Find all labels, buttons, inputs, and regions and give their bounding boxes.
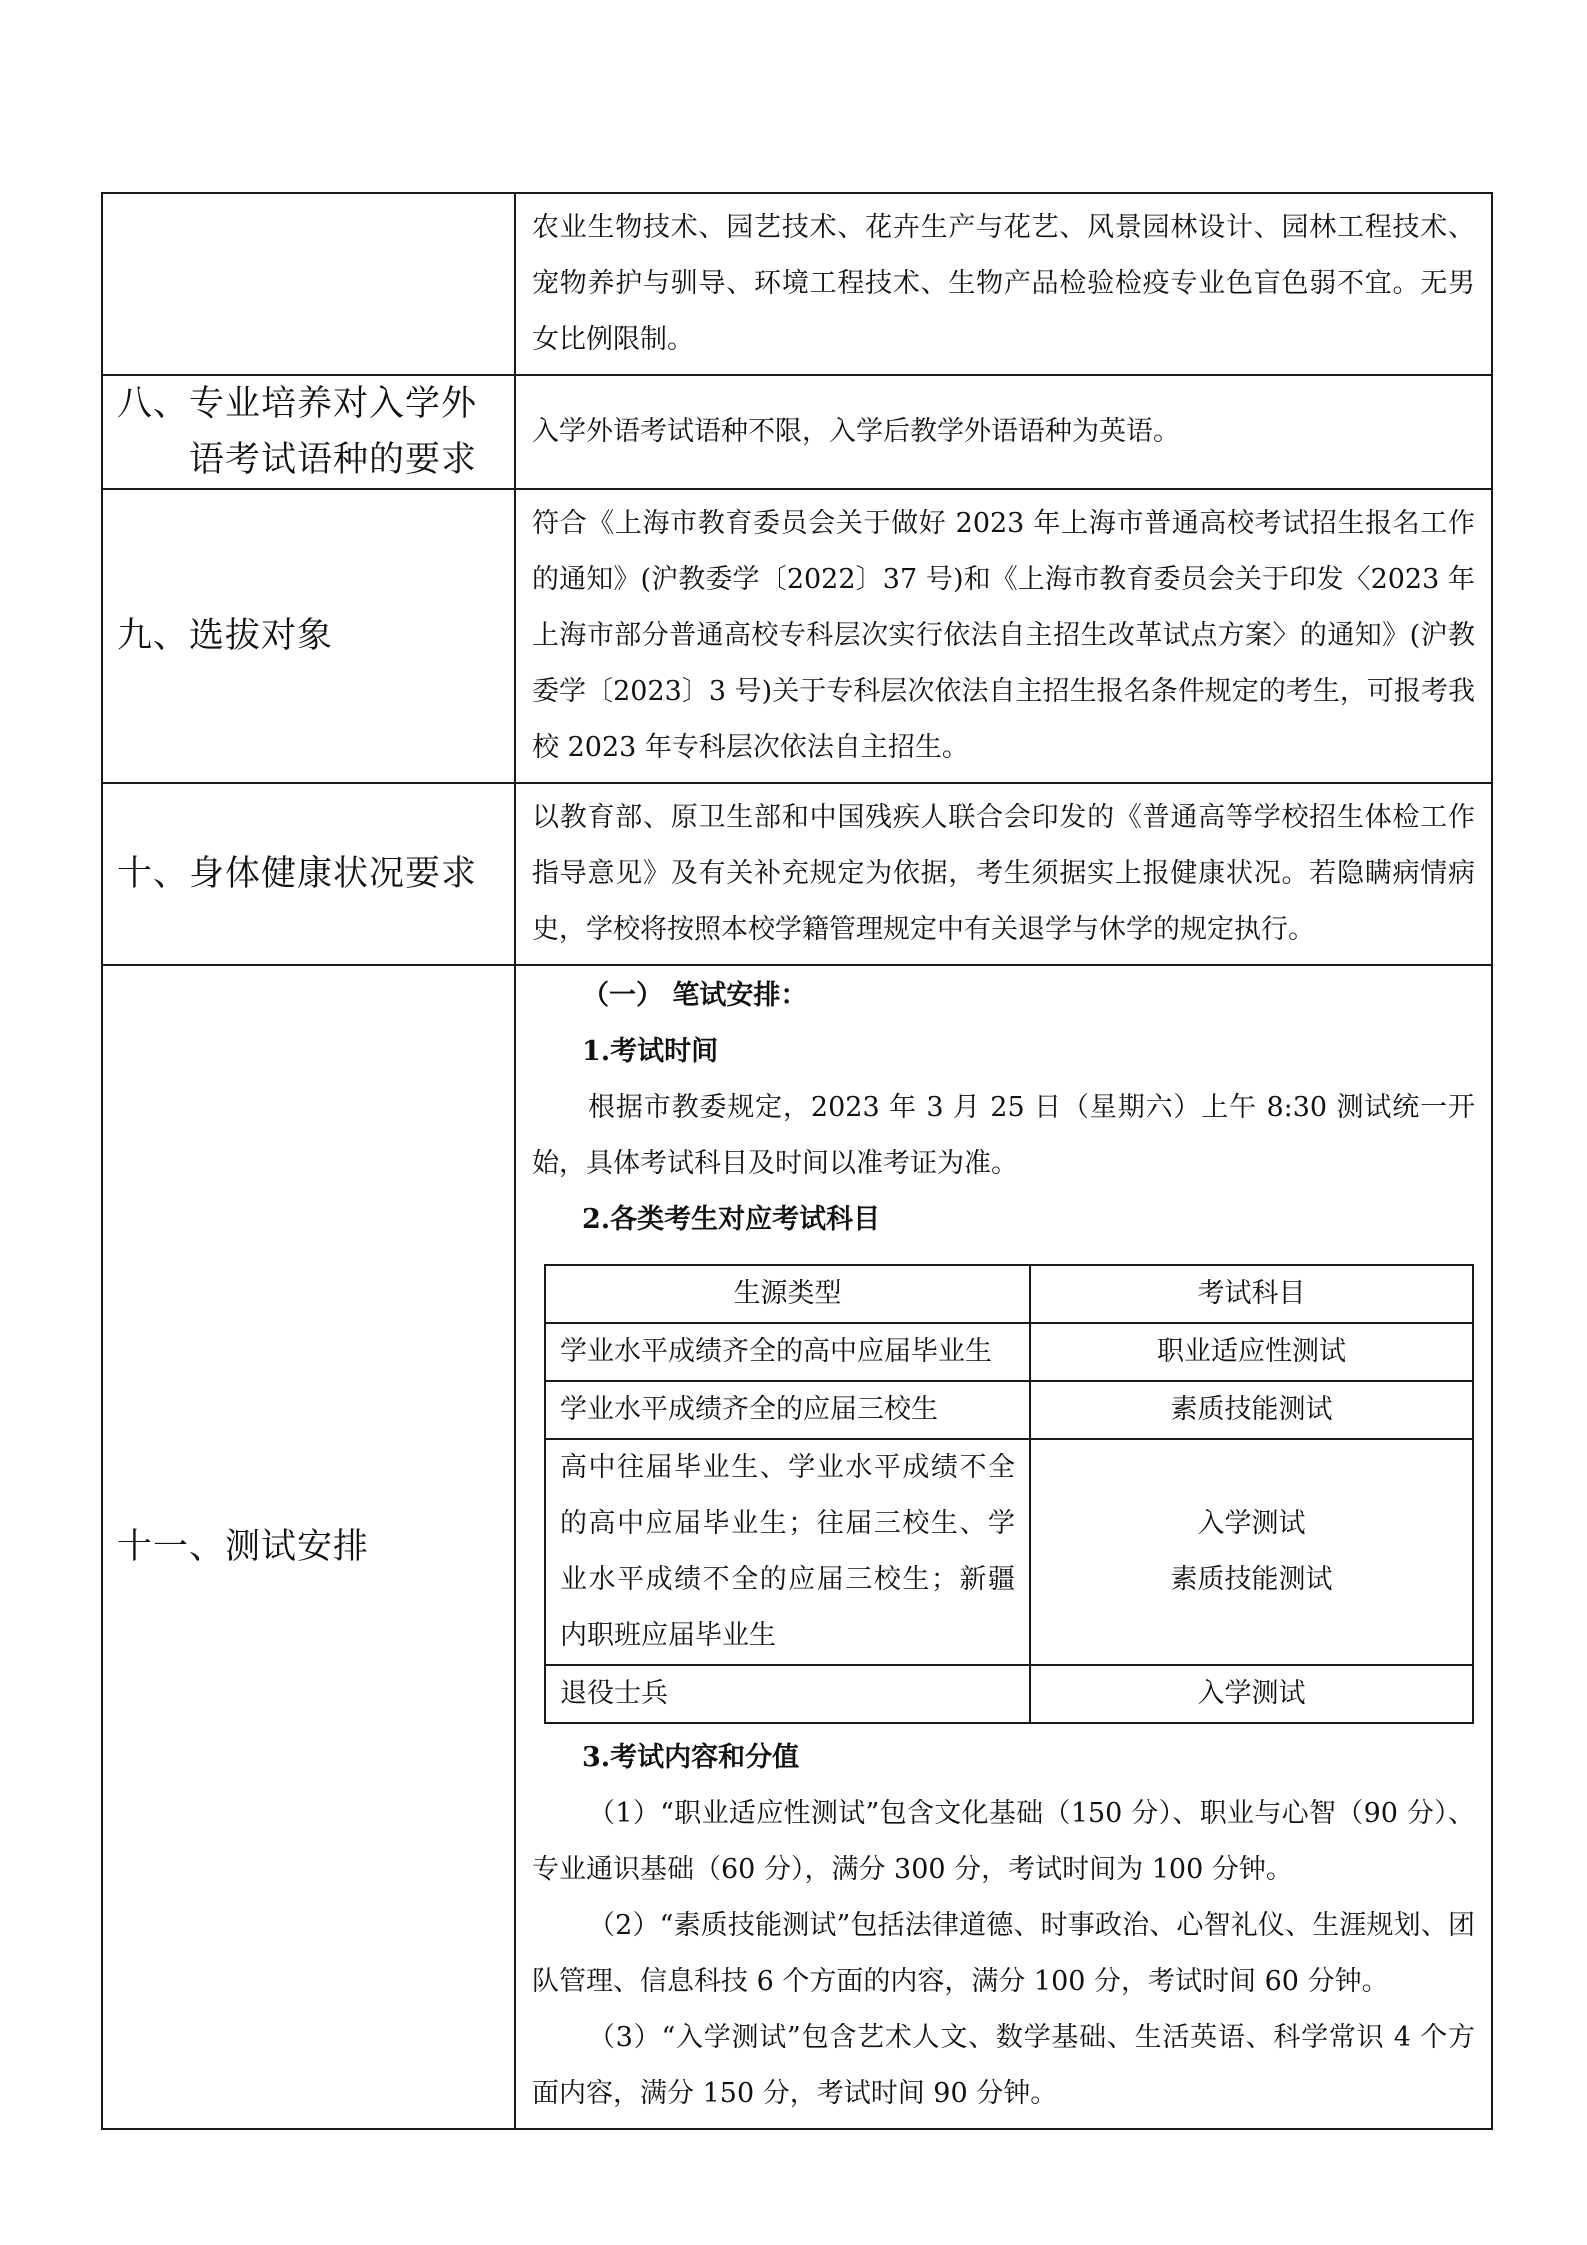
row-label: 十一、测试安排	[117, 1527, 370, 1567]
subsection-title-content: 3.考试内容和分值	[582, 1742, 800, 1773]
content-item-2: （2）“素质技能测试”包括法律道德、时事政治、心智礼仪、生涯规划、团队管理、信息科技 6 个方面的内容，满分 100 分，考试时间 60 分钟。	[532, 1910, 1475, 1997]
table-row	[545, 1381, 1473, 1439]
row-content-cell	[515, 375, 1492, 489]
row-label: 九、选拔对象	[117, 616, 334, 656]
content-item-3: （3）“入学测试”包含艺术人文、数学基础、生活英语、科学常识 4 个方面内容，满分 150 分，考试时间 90 分钟。	[532, 2022, 1475, 2109]
subsection-title-subjects: 2.各类考生对应考试科目	[582, 1204, 881, 1235]
row-label-cell	[102, 489, 515, 783]
table-row-continuation	[102, 193, 1492, 375]
admission-info-table	[101, 192, 1493, 2130]
subject-cell	[1030, 1439, 1473, 1665]
row-content-cell	[515, 489, 1492, 783]
subject-cell: 素质技能测试	[1030, 1381, 1473, 1439]
source-type-cell: 退役士兵	[545, 1665, 1030, 1723]
selection-text: 符合《上海市教育委员会关于做好 2023 年上海市普通高校考试招生报名工作的通知》(沪教委学〔2022〕37 号)和《上海市教育委员会关于印发〈2023 年上海市部分普通高校专科层次实行依法自主招生改革试点方案〉的通知》(沪教委学〔2023〕3 号)关于专科层次依法自主招生报名条件规定的考生，可报考我校 2023 年专科层次依法自主招生。	[532, 508, 1475, 763]
subject-line-2: 素质技能测试	[1170, 1564, 1333, 1595]
row-label-cell	[102, 783, 515, 965]
source-type-cell: 学业水平成绩齐全的应届三校生	[545, 1381, 1030, 1439]
row-label-line2: 语考试语种的要求	[189, 440, 478, 480]
source-type-cell: 高中往届毕业生、学业水平成绩不全的高中应届毕业生；往届三校生、学业水平成绩不全的应届三校生；新疆内职班应届毕业生	[545, 1439, 1030, 1665]
table-row	[545, 1665, 1473, 1723]
row-label-cell	[102, 965, 515, 2129]
table-row	[545, 1323, 1473, 1381]
row-label-cell	[102, 375, 515, 489]
table-row	[545, 1439, 1473, 1665]
foreign-language-text: 入学外语考试语种不限，入学后教学外语语种为英语。	[532, 416, 1180, 447]
content-item-1: （1）“职业适应性测试”包含文化基础（150 分）、职业与心智（90 分）、专业通识基础（60 分），满分 300 分，考试时间为 100 分钟。	[532, 1798, 1475, 1885]
row-content-cell	[515, 783, 1492, 965]
color-blind-restriction-text: 农业生物技术、园艺技术、花卉生产与花艺、风景园林设计、园林工程技术、宠物养护与驯导、环境工程技术、生物产品检验检疫专业色盲色弱不宜。无男女比例限制。	[532, 212, 1475, 355]
row-label-line1: 八、专业培养对入学外	[117, 384, 478, 424]
section-title: （一） 笔试安排：	[582, 980, 808, 1011]
table-row-health	[102, 783, 1492, 965]
subject-line-1: 入学测试	[1197, 1508, 1306, 1539]
header-cell-subject: 考试科目	[1030, 1265, 1473, 1323]
table-row-foreign-language	[102, 375, 1492, 489]
row-label-empty	[102, 193, 515, 375]
health-text: 以教育部、原卫生部和中国残疾人联合会印发的《普通高等学校招生体检工作指导意见》及有关补充规定为依据，考生须据实上报健康状况。若隐瞒病情病史，学校将按照本校学籍管理规定中有关退学与休学的规定执行。	[532, 802, 1475, 945]
subject-cell: 职业适应性测试	[1030, 1323, 1473, 1381]
row-label: 十、身体健康状况要求	[117, 854, 478, 894]
table-header-row	[545, 1265, 1473, 1323]
subsection-title-time: 1.考试时间	[582, 1036, 719, 1067]
subject-cell: 入学测试	[1030, 1665, 1473, 1723]
row-content-cell	[515, 193, 1492, 375]
row-content-cell	[515, 965, 1492, 2129]
source-type-cell: 学业水平成绩齐全的高中应届毕业生	[545, 1323, 1030, 1381]
exam-subjects-table	[544, 1264, 1474, 1724]
header-cell-source: 生源类型	[545, 1265, 1030, 1323]
table-row-test-arrangement	[102, 965, 1492, 2129]
table-row-selection	[102, 489, 1492, 783]
exam-time-text: 根据市教委规定，2023 年 3 月 25 日（星期六）上午 8:30 测试统一开始，具体考试科目及时间以准考证为准。	[532, 1092, 1475, 1179]
